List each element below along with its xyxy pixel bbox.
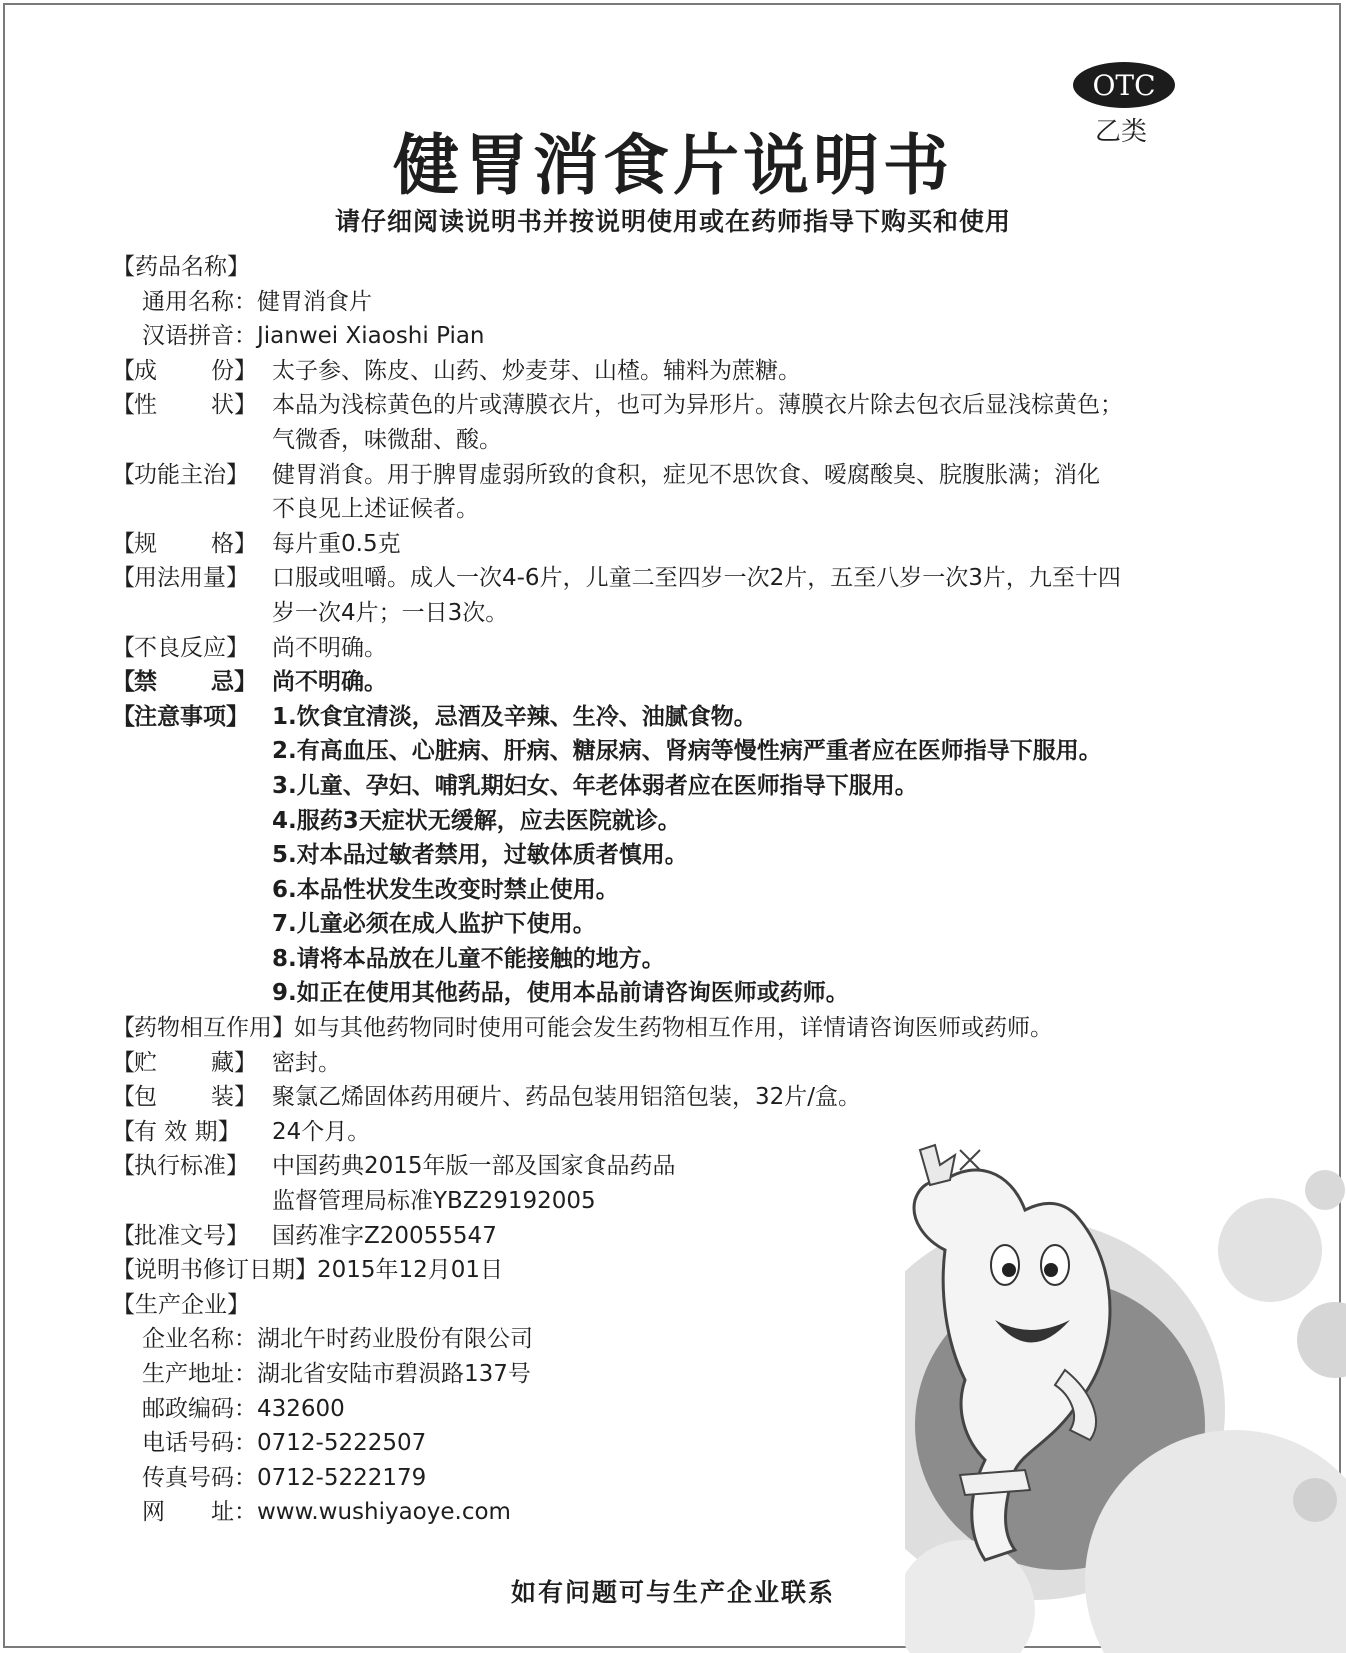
address-label: 生产地址：	[142, 1361, 257, 1387]
pinyin-row	[112, 319, 1262, 354]
adverse-value: 尚不明确。	[272, 634, 387, 661]
ingredients-label: 【成 份】	[112, 357, 257, 384]
manufacturer-header: 【生产企业】	[112, 1291, 250, 1318]
contact-footer: 如有问题可与生产企业联系	[510, 1578, 835, 1607]
precautions-row	[112, 700, 1262, 1011]
precautions-label: 【注意事项】	[112, 703, 249, 730]
phone-row	[112, 1426, 1262, 1461]
validity-value: 24个月。	[272, 1118, 371, 1145]
otc-badge: OTC	[1073, 62, 1175, 108]
postcode-value: 432600	[257, 1395, 345, 1422]
interactions-value: 如与其他药物同时使用可能会发生药物相互作用，详情请咨询医师或药师。	[294, 1015, 1053, 1042]
phone-value: 0712-5222507	[257, 1430, 427, 1457]
specification-label: 【规 格】	[112, 530, 257, 557]
contraindications-value: 尚不明确。	[272, 669, 387, 696]
revision-value: 2015年12月01日	[317, 1257, 504, 1284]
precaution-item: 7.儿童必须在成人监护下使用。	[272, 911, 596, 938]
company-name-row	[112, 1322, 1262, 1357]
precaution-item: 6.本品性状发生改变时禁止使用。	[272, 876, 619, 903]
precaution-item: 8.请将本品放在儿童不能接触的地方。	[272, 945, 665, 972]
storage-label: 【贮 藏】	[112, 1049, 257, 1076]
interactions-row	[112, 1011, 1262, 1046]
page-title: 健胃消食片说明书	[393, 127, 953, 204]
package-value: 聚氯乙烯固体药用硬片、药品包装用铝箔包装，32片/盒。	[272, 1084, 862, 1111]
common-name-row	[112, 285, 1262, 320]
fax-row	[112, 1461, 1262, 1496]
indications-row	[112, 458, 1262, 527]
validity-label: 【有 效 期】	[112, 1118, 241, 1145]
contraindications-row	[112, 665, 1262, 700]
adverse-row	[112, 631, 1262, 666]
revision-row	[112, 1253, 1262, 1288]
page-subtitle: 请仔细阅读说明书并按说明使用或在药师指导下购买和使用	[334, 207, 1011, 236]
description-value: 本品为浅棕黄色的片或薄膜衣片，也可为异形片。薄膜衣片除去包衣后显浅棕黄色； 气微香，味微甜、酸。	[272, 392, 1123, 453]
precaution-item: 3.儿童、孕妇、哺乳期妇女、年老体弱者应在医师指导下服用。	[272, 772, 918, 799]
interactions-label: 【药物相互作用】	[112, 1015, 295, 1042]
description-row	[112, 388, 1262, 457]
pinyin-value: Jianwei Xiaoshi Pian	[257, 323, 485, 350]
ingredients-row	[112, 354, 1262, 389]
package-row	[112, 1080, 1262, 1115]
storage-row	[112, 1046, 1262, 1081]
address-row	[112, 1357, 1262, 1392]
pinyin-label: 汉语拼音：	[142, 323, 257, 350]
storage-value: 密封。	[272, 1049, 341, 1076]
standard-label: 【执行标准】	[112, 1153, 249, 1180]
otc-class-label: 乙类	[1095, 117, 1148, 147]
drug-name-header: 【药品名称】	[112, 254, 250, 280]
website-link: www.wushiyaoye.com	[257, 1499, 511, 1526]
precaution-item: 1.饮食宜清淡，忌酒及辛辣、生冷、油腻食物。	[272, 703, 757, 730]
fax-label: 传真号码：	[142, 1464, 257, 1491]
package-label: 【包 装】	[112, 1084, 257, 1111]
precaution-item: 4.服药3天症状无缓解，应去医院就诊。	[272, 807, 681, 834]
website-row	[112, 1495, 1262, 1530]
common-name-value: 健胃消食片	[257, 288, 372, 315]
postcode-label: 邮政编码：	[142, 1395, 257, 1422]
standard-value: 中国药典2015年版一部及国家食品药品 监督管理局标准YBZ29192005	[272, 1153, 676, 1215]
postcode-row	[112, 1392, 1262, 1427]
ingredients-value: 太子参、陈皮、山药、炒麦芽、山楂。辅料为蔗糖。	[272, 357, 801, 384]
company-name-value: 湖北午时药业股份有限公司	[257, 1326, 533, 1353]
precautions-list	[272, 700, 1102, 1011]
revision-label: 【说明书修订日期】	[112, 1257, 318, 1284]
phone-label: 电话号码：	[142, 1430, 257, 1457]
validity-row	[112, 1115, 1262, 1150]
company-name-label: 企业名称：	[142, 1326, 257, 1353]
dosage-row	[112, 561, 1262, 630]
approval-label: 【批准文号】	[112, 1222, 249, 1249]
precaution-item: 5.对本品过敏者禁用，过敏体质者慎用。	[272, 842, 688, 869]
fax-value: 0712-5222179	[257, 1464, 427, 1491]
common-name-label: 通用名称：	[142, 288, 257, 315]
adverse-label: 【不良反应】	[112, 634, 249, 661]
precaution-item: 9.如正在使用其他药品，使用本品前请咨询医师或药师。	[272, 980, 849, 1007]
dosage-value: 口服或咀嚼。成人一次4-6片，儿童二至四岁一次2片，五至八岁一次3片，九至十四 岁一次4片；一日3次。	[272, 565, 1121, 626]
approval-value: 国药准字Z20055547	[272, 1222, 497, 1249]
instructions-content	[112, 250, 1262, 1530]
specification-value: 每片重0.5克	[272, 530, 401, 557]
indications-value: 健胃消食。用于脾胃虚弱所致的食积，症见不思饮食、嗳腐酸臭、脘腹胀满；消化 不良见上述证候者。	[272, 461, 1100, 523]
contraindications-label: 【禁 忌】	[112, 669, 257, 696]
dosage-label: 【用法用量】	[112, 565, 249, 592]
address-value: 湖北省安陆市碧涢路137号	[257, 1361, 531, 1387]
website-label: 网 址：	[142, 1499, 257, 1526]
approval-row	[112, 1219, 1262, 1254]
indications-label: 【功能主治】	[112, 461, 249, 488]
description-label: 【性 状】	[112, 392, 257, 419]
precaution-item: 2.有高血压、心脏病、肝病、糖尿病、肾病等慢性病严重者应在医师指导下服用。	[272, 738, 1102, 765]
standard-row	[112, 1149, 1262, 1218]
specification-row	[112, 527, 1262, 562]
